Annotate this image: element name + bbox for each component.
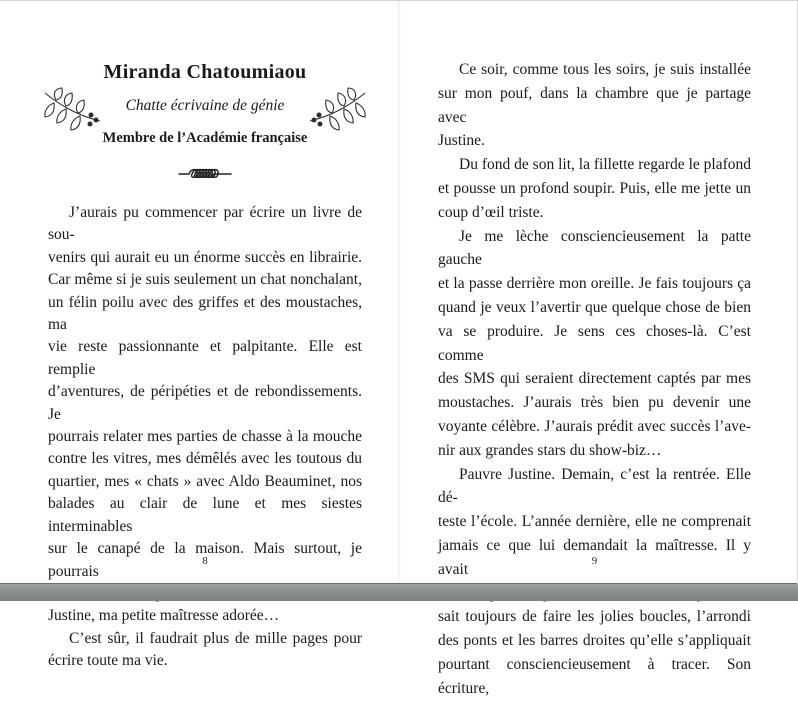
page-left <box>0 1 399 670</box>
text-line: moustaches. J’aurais très bien pu devenir une <box>438 394 751 412</box>
text-line: vie reste passionnante et palpitante. Elle est remplie <box>48 338 362 378</box>
book-bottom-edge <box>0 583 798 601</box>
text-line: un félin poilu avec des griffes et des moustaches, ma <box>48 293 362 334</box>
text-line: Pauvre Justine. Demain, c’est la rentrée. Elle dé- <box>438 465 751 507</box>
text-line: et pousse un profond soupir. Puis, elle me jette un <box>438 179 751 197</box>
page-number-left: 8 <box>202 555 208 567</box>
text-line: Justine. <box>438 132 485 150</box>
paragraph <box>438 463 751 701</box>
chapter-header <box>48 61 362 183</box>
text-line: venirs qui aurait eu un énorme succès en librairie. <box>48 248 362 266</box>
page-number-right: 9 <box>591 555 598 567</box>
text-line: pourtant consciencieusement à tracer. Son écriture, <box>438 655 751 697</box>
text-line: d’aventures, de péripéties et de rebondissements. Je <box>48 383 362 423</box>
text-line: coup d’œil triste. <box>438 203 544 221</box>
text-line: Du fond de son lit, la fillette regarde le plafond <box>459 156 751 174</box>
text-line: des SMS qui seraient directement captés par mes <box>438 370 751 388</box>
author-affiliation: Membre de l’Académie française <box>102 130 308 146</box>
text-line: sur le canapé de la maison. Mais surtout, je pourrais <box>48 540 362 580</box>
divider-flourish-icon <box>177 165 233 183</box>
text-line: balades au clair de lune et mes siestes interminables <box>48 495 362 535</box>
text-line: Car même si je suis seulement un chat nonchalant, <box>48 271 362 289</box>
text-line: nir aux grandes stars du show-biz… <box>438 441 662 459</box>
text-line: écrire toute ma vie. <box>48 652 168 670</box>
author-title: Miranda Chatoumiaou <box>103 61 307 83</box>
paragraph <box>438 153 751 224</box>
paragraph <box>438 58 751 153</box>
text-line: Je me lèche consciencieusement la patte gauche <box>438 227 751 269</box>
text-line: jamais ce que lui demandait la maîtresse. Il y avait <box>438 536 751 578</box>
text-line: des ponts et les barres droites qu’elle s’appliquait <box>438 632 751 650</box>
author-subtitle: Chatte écrivaine de génie <box>125 97 285 114</box>
text-line: voyante célèbre. J’aurais prédit avec succès l’ave- <box>438 417 751 435</box>
text-line: J’aurais pu commencer par écrire un livre de sou- <box>48 204 362 244</box>
paragraph <box>48 628 362 673</box>
text-line: sur mon pouf, dans la chambre que je partage avec <box>438 84 751 126</box>
olive-branch-left-icon <box>42 87 104 133</box>
paragraph <box>438 225 751 463</box>
text-line: quand je veux l’avertir que quelque chose de bien <box>438 298 751 316</box>
left-page-body <box>48 202 362 673</box>
text-line: quartier, mes « chats » avec Aldo Beauminet, nos <box>48 472 362 490</box>
text-line: Justine, ma petite maîtresse adorée… <box>48 607 280 625</box>
text-line: contre les vitres, mes démêlés avec les toutous du <box>48 450 362 468</box>
text-line: et la passe derrière mon oreille. Je fais toujours ça <box>438 275 751 293</box>
text-line: sait toujours de faire les jolies boucles, l’arrondi <box>438 608 751 626</box>
text-line: Ce soir, comme tous les soirs, je suis installée <box>459 61 751 78</box>
text-line: va se produire. Je sens ces choses-là. C’est comme <box>438 322 751 364</box>
text-line: teste l’école. L’année dernière, elle ne comprenait <box>438 513 751 531</box>
text-line: C’est sûr, il faudrait plus de mille pages pour <box>69 629 362 647</box>
text-line: pourrais relater mes parties de chasse à la mouche <box>48 428 362 446</box>
olive-branch-right-icon <box>306 87 368 133</box>
page-right <box>399 1 798 697</box>
